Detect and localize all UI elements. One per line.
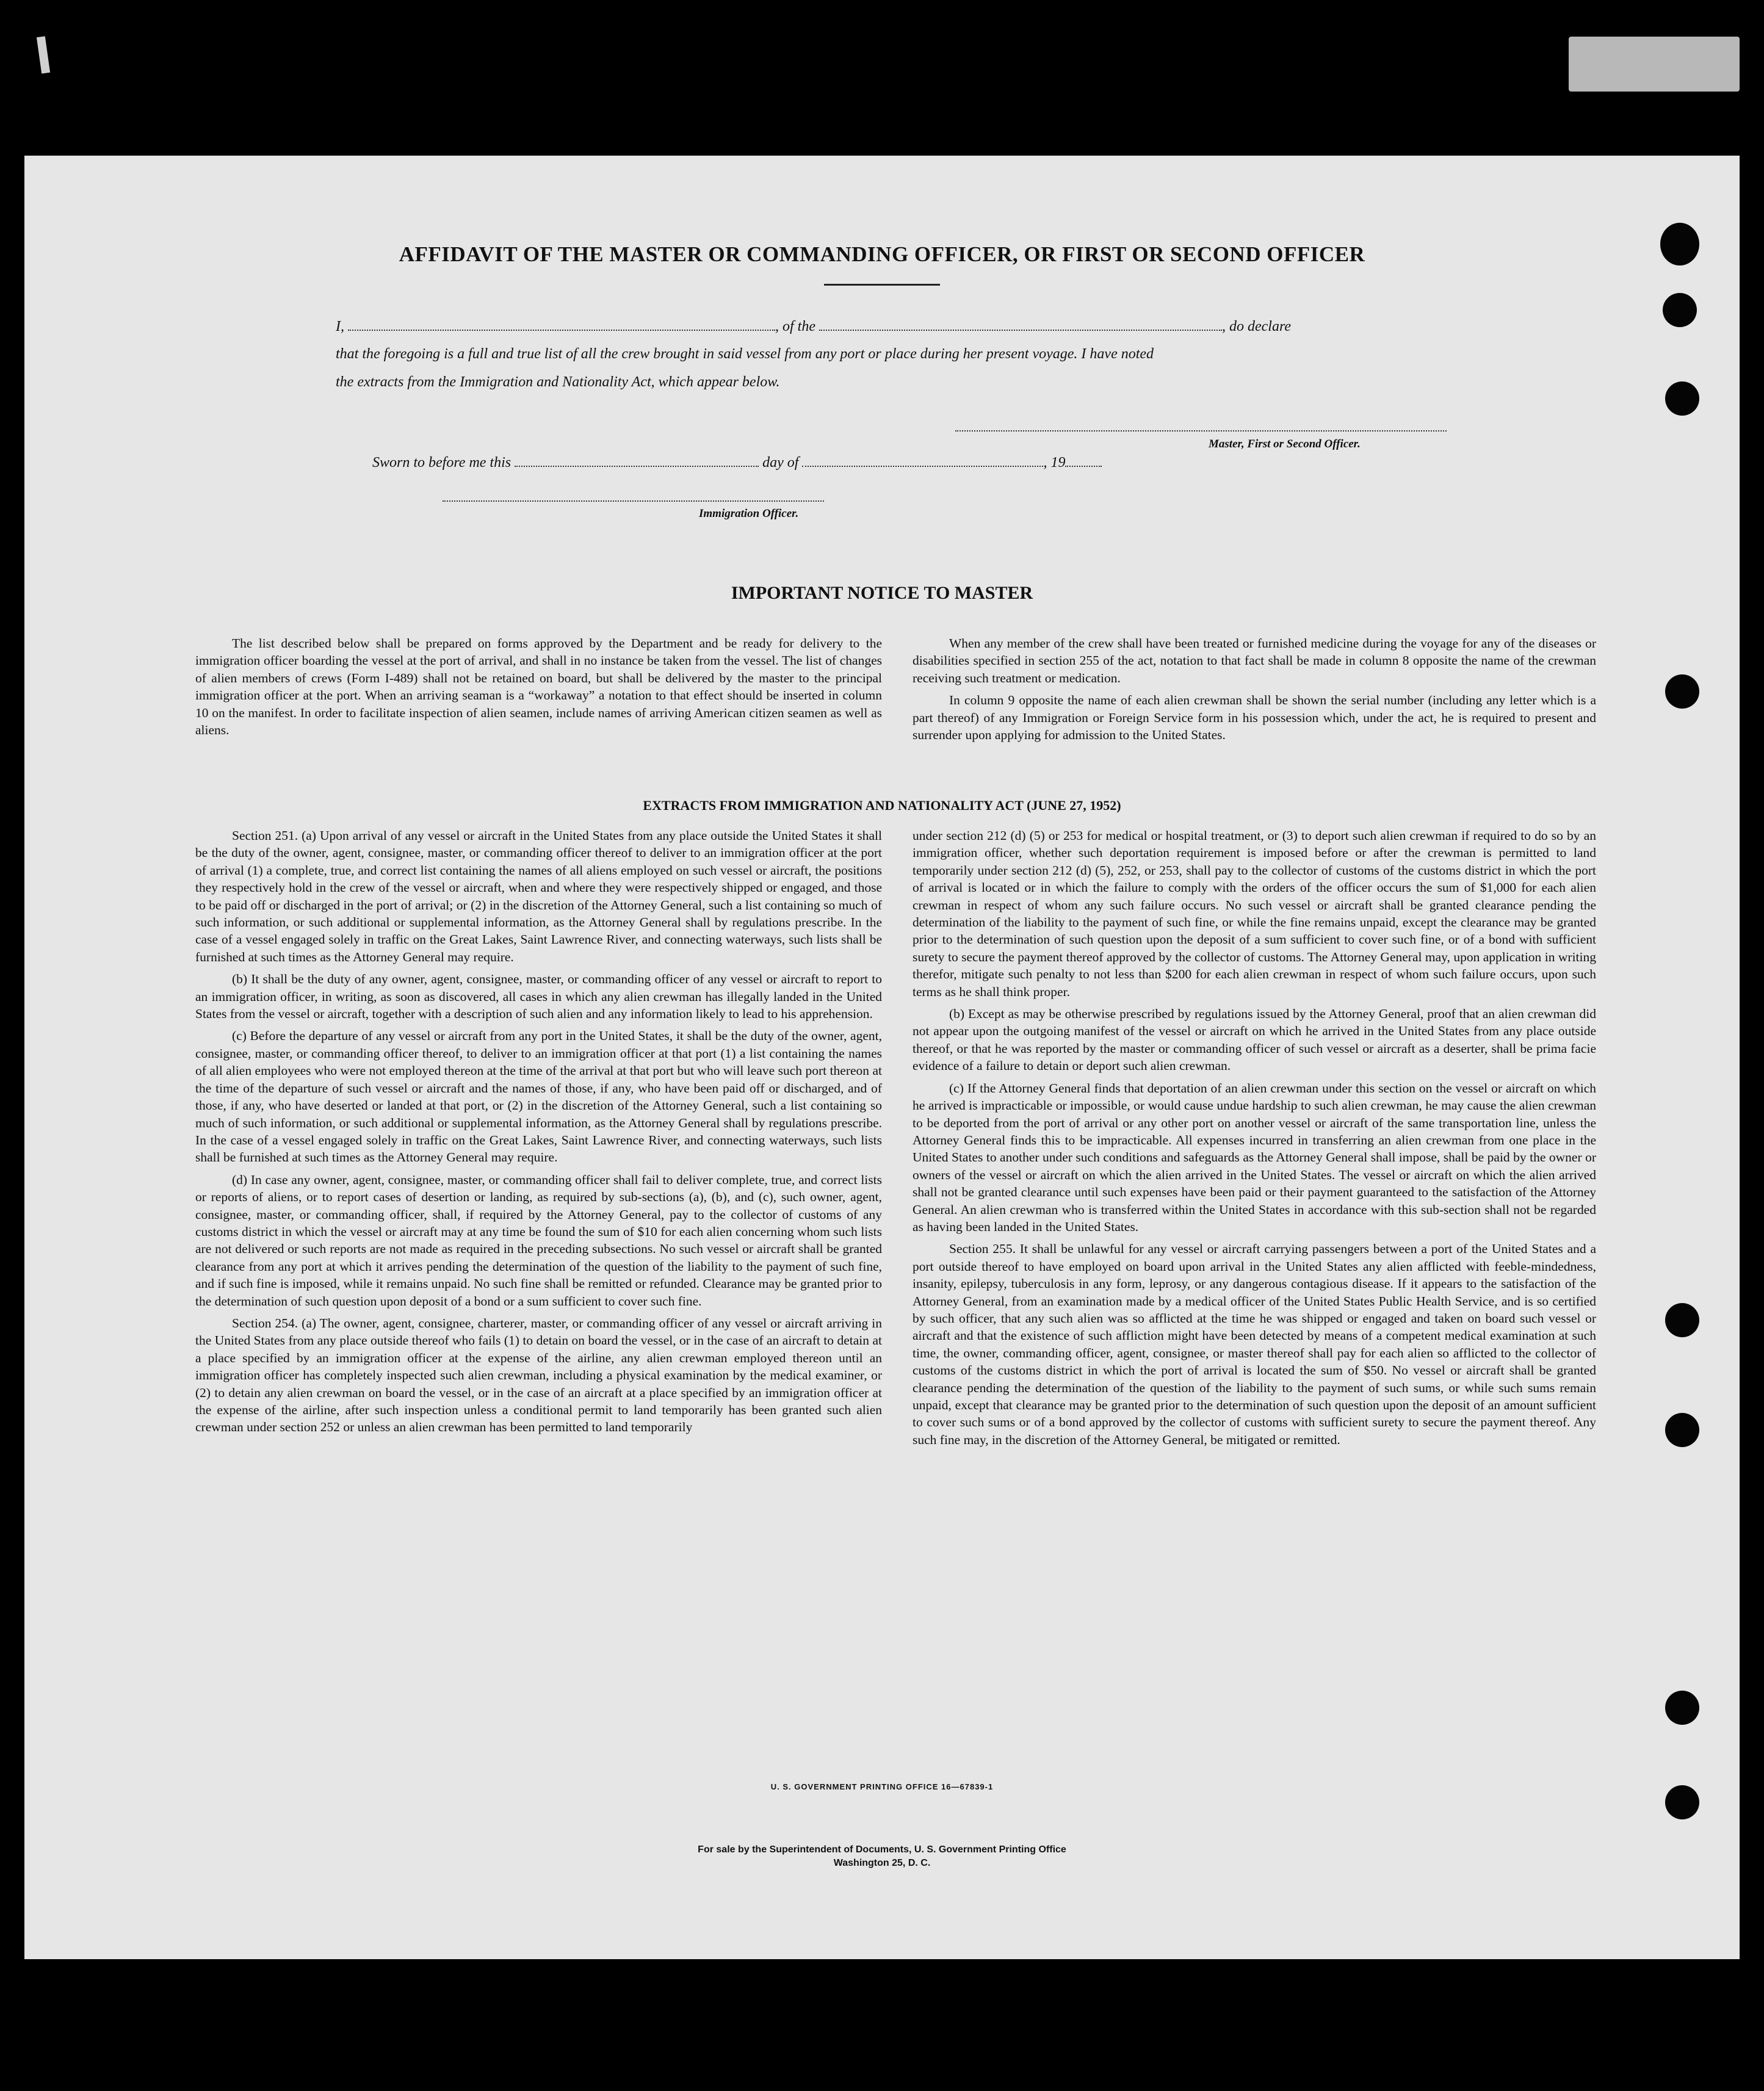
sworn-label: Sworn to before me this [372,455,511,471]
declaration-line-3: the extracts from the Immigration and Nationality Act, which appear below. [336,374,780,390]
day-of-label: day of [762,455,799,471]
punch-hole [1665,1413,1699,1447]
notice-left-column [195,635,882,743]
extracts-title: EXTRACTS FROM IMMIGRATION AND NATIONALITY ACT (JUNE 27, 1952) [643,798,1121,813]
sworn-year-field[interactable] [1065,453,1102,467]
punch-hole [1665,381,1699,416]
punch-hole [1665,1303,1699,1337]
notice-right-column [913,635,1596,748]
master-signature-line[interactable] [955,430,1447,432]
master-caption: Master, First or Second Officer. [1209,438,1361,450]
affidavit-title: AFFIDAVIT OF THE MASTER OR COMMANDING OFFICER, OR FIRST OR SECOND OFFICER [399,242,1365,266]
officer-caption: Immigration Officer. [699,507,799,520]
year-label: , 19 [1043,455,1066,471]
page-tab [1569,37,1740,92]
sworn-month-field[interactable] [802,453,1043,467]
declaration-line-1 [336,317,1465,335]
notice-right-paragraph-2: In column 9 opposite the name of each alien crewman shall be shown the serial number (including any letter which is a part thereof) of any Immigration or Foreign Service form in his possession which, under the act, he is required to present and surrender upon applying for admission to the United States. [913,693,1596,743]
notice-title: IMPORTANT NOTICE TO MASTER [731,583,1033,603]
officer-signature-line[interactable] [443,500,824,502]
vessel-field[interactable] [819,317,1222,331]
sale-imprint-line-1: For sale by the Superintendent of Documents, U. S. Government Printing Office [698,1844,1066,1855]
sworn-line [372,453,1502,471]
punch-hole [1663,293,1697,327]
notice-right-paragraph-1: When any member of the crew shall have been treated or furnished medicine during the voyage for any of the diseases or disabilities specified in section 255 of the act, notation to that fact shall be made in column 8 opposite the name of the crewman receiving such treatment or medication. [913,636,1596,685]
title-rule [824,284,940,286]
extract-paragraph: Section 254. (a) The owner, agent, consignee, charterer, master, or commanding officer of any vessel or aircraft arriving in the United States from any place outside thereof who fails (1) to detain on board the vessel, or in the case of an aircraft to detain at a place specified by an immigration officer at the expense of the airline, any alien crewman employed thereon until an immigration officer has completely inspected such alien crewman, including a physical examination by the medical examiner, or (2) to detain any alien crewman on board the vessel, or in the case of an aircraft at a place specified by an immigration officer at the expense of the airline, after such inspection unless a conditional permit to land temporarily has been granted such alien crewman under section 252 or unless an alien crewman has been permitted to land temporarily [195,1315,882,1435]
extracts-right-column [913,827,1596,1453]
sale-imprint [24,1843,1740,1870]
declaration-do-declare: , do declare [1222,319,1292,334]
gpo-imprint: U. S. GOVERNMENT PRINTING OFFICE 16—67839-1 [770,1782,994,1791]
document-page [24,156,1740,1959]
extract-paragraph: under section 212 (d) (5) or 253 for medical or hospital treatment, or (3) to deport such alien crewman if required to do so by an immigration officer, whether such deportation requirement is imposed before or after the crewman is permitted to land temporarily under section 212 (d) (5), 252, or 253, shall pay to the collector of customs of the customs district in which the port of arrival is located or in which the failure to comply with the orders of the officer occurs the sum of $1,000 for each alien crewman in respect of whom any such failure occurs. No such vessel or aircraft shall be granted clearance pending the determination of the liability to the payment of such fine, or while the fine remains unpaid, except the clearance may be granted prior to the determination of such question upon the deposit of a sum sufficient to cover such fine, or of a bond with sufficient surety to secure the payment thereof approved by the collector of customs. The Attorney General may, upon application in writing therefor, mitigate such penalty to not less than $200 for each alien crewman in respect of whom such failure occurs, upon such terms as he shall think proper. [913,828,1596,999]
punch-hole [1665,674,1699,709]
notice-left-paragraph: The list described below shall be prepared on forms approved by the Department and be ready for delivery to the immigration officer boarding the vessel at the port of arrival, and shall in no instance be taken from the vessel. The list of changes of alien members of crews (Form I-489) shall not be retained on board, but shall be delivered by the master to the principal immigration officer at the port. When an arriving seaman is a “workaway” a notation to that effect should be inserted in column 10 on the manifest. In order to facilitate inspection of alien seamen, include names of arriving American citizen seamen as well as aliens. [195,636,882,738]
extracts-left-column [195,827,882,1441]
declaration-i: I, [336,319,344,334]
extract-paragraph: (c) If the Attorney General finds that deportation of an alien crewman under this section on the vessel or aircraft on which he arrived is impracticable or impossible, or would cause undue hardship to such alien crewman, he may cause the alien crewman to be deported from the port of arrival or any other port on another vessel or aircraft of the same transportation line, unless the Attorney General finds this to be impracticable. All expenses incurred in transferring an alien crewman from one place in the United States to another under such conditions and safeguards as the Attorney General shall impose, shall be paid by the owner or owners of the vessel or aircraft on which the alien arrived in the United States. The vessel or aircraft on which the alien arrived shall not be granted clearance until such expenses have been paid or their payment guaranteed to the satisfaction of the Attorney General. An alien crewman who is transferred within the United States in accordance with this sub-section shall not be regarded as having been landed in the United States. [913,1080,1596,1234]
declaration-line-2: that the foregoing is a full and true list of all the crew brought in said vessel from any port or place during her present voyage. I have noted [336,346,1154,362]
sworn-day-field[interactable] [515,453,759,467]
extract-paragraph: (c) Before the departure of any vessel or aircraft from any port in the United States, it shall be the duty of the owner, agent, consignee, master, or commanding officer thereof, to deliver to an immigration officer at that port (1) a list containing the names of all alien employees who were not employed thereon at the time of the arrival at that port but who will leave such port thereon at the time of the departure of such vessel or aircraft and the names of those, if any, who have been paid off or discharged, and of those, if any, who have deserted or landed at that port, or (2) in the discretion of the Attorney General, such a list containing so much of such information, or such additional or supplemental information, as the Attorney General shall by regulations prescribe. In the case of a vessel engaged solely in traffic on the Great Lakes, Saint Lawrence River, and connecting waterways, such lists shall be furnished at such times as the Attorney General may require. [195,1028,882,1165]
punch-holes [1660,156,1733,1959]
punch-hole [1665,1691,1699,1725]
extract-paragraph: Section 251. (a) Upon arrival of any vessel or aircraft in the United States from any place outside the United States it shall be the duty of the owner, agent, consignee, master, or commanding officer thereof to deliver to an immigration officer at the port of arrival (1) a complete, true, and correct list containing the names of all aliens employed on such vessel or aircraft, the positions they respectively hold in the crew of the vessel or aircraft, when and where they were respectively shipped or engaged, and those to be paid off or discharged in the port of arrival; or (2) in the discretion of the Attorney General, such a list containing so much of such information, or such additional or supplemental information, as the Attorney General shall by regulations prescribe. In the case of a vessel engaged solely in traffic on the Great Lakes, Saint Lawrence River, and connecting waterways, such lists shall be furnished at such times as the Attorney General may require. [195,828,882,964]
extract-paragraph: (d) In case any owner, agent, consignee, master, or commanding officer shall fail to deliver complete, true, and correct lists or reports of aliens, or to report cases of desertion or landing, as required by sub-sections (a), (b), and (c), such owner, agent, consignee, master, or commanding officer, shall, if required by the Attorney General, pay to the collector of customs of any customs district in which the vessel or aircraft may at any time be found the sum of $10 for each alien concerning whom such lists are not delivered or such reports are not made as required in the preceding subsections. No such vessel or aircraft shall be granted clearance from any port at which it arrives pending the determination of the question of the liability to the payment of such fine, and if such fine is imposed, while it remains unpaid. No such fine shall be remitted or refunded. Clearance may be granted prior to the determination of such question upon deposit of a bond or a sum sufficient to cover such fine. [195,1172,882,1309]
extract-paragraph: Section 255. It shall be unlawful for any vessel or aircraft carrying passengers between a port of the United States and a port outside thereof to have employed on board upon arrival in the United States any alien afflicted with feeble-mindedness, insanity, epilepsy, tuberculosis in any form, leprosy, or any dangerous contagious disease. If it appears to the satisfaction of the Attorney General, from an examination made by a medical officer of the United States Public Health Service, and is so certified by such officer, that any such alien was so afflicted at the time he was shipped or engaged and taken on board such vessel or aircraft and that the existence of such affliction might have been detected by means of a competent medical examination at such time, the owner, commanding officer, agent, consignee, or master thereof shall pay for each alien so afflicted to the collector of customs of the customs district in which the port of arrival is located the sum of $50. No vessel or aircraft shall be granted clearance pending the determination of the question of the liability to the payment of such sums, or while such sums remain unpaid, except that clearance may be granted prior to the determination of such question upon the deposit of an amount sufficient to cover such sums or of a bond approved by the collector of customs with sufficient surety to secure the payment thereof. Any such fine may, in the discretion of the Attorney General, be mitigated or remitted. [913,1241,1596,1447]
name-field[interactable] [348,317,775,331]
sale-imprint-line-2: Washington 25, D. C. [833,1858,931,1868]
scan-mark [37,36,50,73]
declaration-of-the: , of the [775,319,815,334]
extract-paragraph: (b) It shall be the duty of any owner, agent, consignee, master, or commanding officer of any vessel or aircraft to report to an immigration officer, in writing, as soon as discovered, all cases in which any alien crewman has illegally landed in the United States from the vessel or aircraft, together with a description of such alien and any information likely to lead to his apprehension. [195,972,882,1022]
extract-paragraph: (b) Except as may be otherwise prescribed by regulations issued by the Attorney General, proof that an alien crewman did not appear upon the outgoing manifest of the vessel or aircraft on which he arrived in the United States from any place outside thereof, or that he was reported by the master or commanding officer of such vessel or aircraft as a deserter, shall be prima facie evidence of a failure to detain or deport such alien crewman. [913,1006,1596,1074]
